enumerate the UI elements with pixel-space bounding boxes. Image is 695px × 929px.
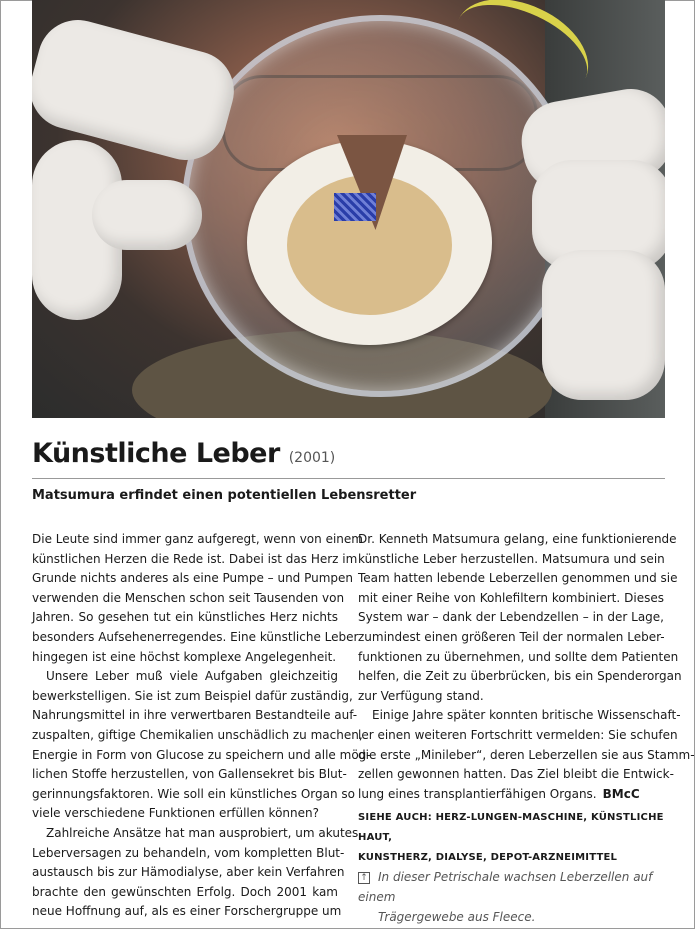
body-line: Team hatten lebende Leberzellen genommen und sie — [358, 571, 678, 586]
body-line: mit einer Reihe von Kohlefiltern kombiniert. Dieses — [358, 590, 664, 605]
body-column-right — [358, 530, 695, 804]
body-line: neue Hoffnung auf, als es einer Forschergruppe um — [32, 904, 342, 919]
body-line: hingegen ist eine höchst komplexe Angelegenheit. — [32, 649, 337, 664]
body-line: brachte den gewünschten Erfolg. Doch 2001 kam — [32, 884, 338, 899]
body-line: ler einen weiteren Fortschritt vermelden: Sie schufen — [358, 727, 678, 742]
body-line: funktionen zu übernehmen, und sollte dem Patienten — [358, 649, 679, 664]
article-year: (2001) — [288, 450, 336, 466]
body-line: Die Leute sind immer ganz aufgeregt, wenn von einem — [32, 532, 363, 546]
caption-line: In dieser Petrischale wachsen Leberzellen auf einem — [358, 870, 653, 904]
author-signature: BMcC — [602, 786, 640, 801]
body-line: lung eines transplantierfähigen Organs. — [358, 786, 597, 801]
body-line: zur Verfügung stand. — [358, 688, 484, 703]
article-title: Künstliche Leber (2001) — [32, 438, 336, 469]
body-line: Unsere Leber muß viele Aufgaben gleichzeitig — [46, 669, 338, 684]
body-line: gerinnungsfaktoren. Wie soll ein künstliches Organ so — [32, 786, 355, 801]
see-also-line: SIEHE AUCH: HERZ-LUNGEN-MASCHINE, KÜNSTLICHE HAUT, — [358, 812, 664, 843]
body-line: Jahren. So gesehen tut ein künstliches Herz nichts — [32, 610, 338, 625]
see-also-line: KUNSTHERZ, DIALYSE, DEPOT-ARZNEIMITTEL — [358, 852, 618, 863]
body-line: bewerkstelligen. Sie ist zum Beispiel dafür zuständig, — [32, 688, 353, 703]
petri-dish-photo — [32, 0, 665, 418]
body-line: verwenden die Menschen schon seit Tausenden von — [32, 590, 345, 605]
body-line: zumindest einen größeren Teil der normalen Leber- — [358, 629, 665, 644]
see-also — [358, 808, 668, 868]
body-line: Einige Jahre später konnten britische Wissenschaft- — [372, 708, 681, 723]
body-line: zuspalten, giftige Chemikalien unschädlich zu machen, — [32, 727, 363, 742]
body-line: viele verschiedene Funktionen erfüllen können? — [32, 806, 319, 821]
body-line: Leberversagen zu behandeln, vom kompletten Blut- — [32, 845, 345, 860]
body-line: helfen, die Zeit zu überbrücken, bis ein Spenderorgan — [358, 669, 682, 684]
caption-line: Trägergewebe aus Fleece. — [378, 910, 536, 924]
body-line: Dr. Kenneth Matsumura gelang, eine funktionierende — [358, 532, 677, 546]
body-line: Energie in Form von Glucose zu speichern und alle mög- — [32, 747, 371, 762]
body-line: Zahlreiche Ansätze hat man ausprobiert, um akutes — [46, 825, 359, 840]
body-line: zellen gewonnen hatten. Das Ziel bleibt die Entwick- — [358, 767, 674, 782]
body-line: künstliche Leber herzustellen. Matsumura und sein — [358, 551, 665, 566]
body-line: künstlichen Herzen die Rede ist. Dabei ist das Herz im — [32, 551, 358, 566]
body-line: austausch bis zur Hämodialyse, aber kein Verfahren — [32, 865, 345, 880]
photo-caption — [358, 867, 668, 927]
body-line: besonders Aufsehenerregendes. Eine künstliche Leber — [32, 629, 359, 644]
body-line: die erste „Minileber“, deren Leberzellen sie aus Stamm- — [358, 747, 695, 762]
body-line: System war – dank der Lebendzellen – in der Lage, — [358, 610, 664, 625]
body-line: Grunde nichts anderes als eine Pumpe – und Pumpen — [32, 571, 354, 586]
title-divider — [32, 478, 665, 479]
article-subtitle: Matsumura erfindet einen potentiellen Lebensretter — [32, 488, 417, 503]
body-column-left — [32, 530, 371, 922]
body-line: Nahrungsmittel in ihre verwertbaren Bestandteile auf- — [32, 708, 358, 723]
arrow-up-box-icon: ↑ — [358, 872, 370, 884]
body-line: lichen Stoffe herzustellen, von Gallensekret bis Blut- — [32, 767, 347, 782]
